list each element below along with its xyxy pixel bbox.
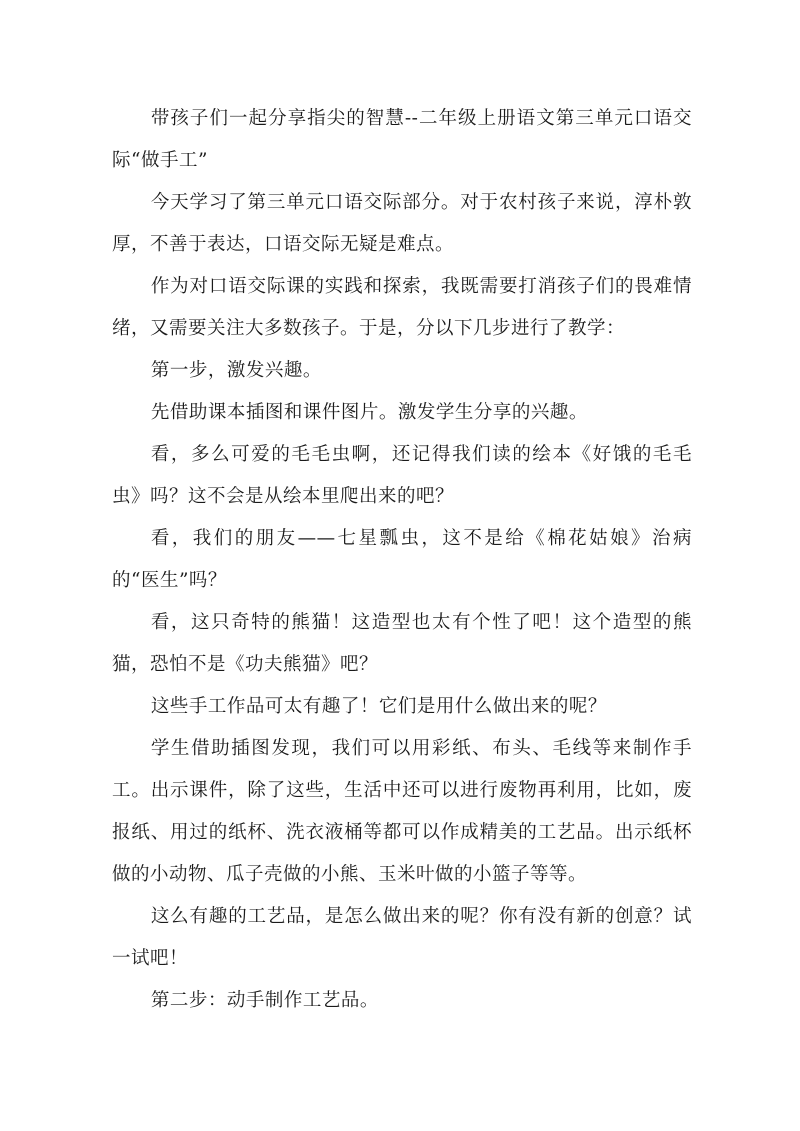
paragraph-question: 这些手工作品可太有趣了！它们是用什么做出来的呢？ xyxy=(150,696,607,717)
paragraph-ladybug: 看，我们的朋友——七星瓢虫，这不是给《棉花姑娘》治病的“医生”吗？ xyxy=(112,528,692,591)
paragraph-caterpillar: 看，多么可爱的毛毛虫啊，还记得我们读的绘本《好饿的毛毛虫》吗？这不会是从绘本里爬出来的吧？ xyxy=(112,444,692,507)
paragraph-approach: 作为对口语交际课的实践和探索，我既需要打消孩子们的畏难情绪，又需要关注大多数孩子。于是，分以下几步进行了教学： xyxy=(112,276,692,339)
paragraph-intro: 今天学习了第三单元口语交际部分。对于农村孩子来说，淳朴敦厚，不善于表达，口语交际无疑是难点。 xyxy=(112,192,692,255)
paragraph-creativity: 这么有趣的工艺品，是怎么做出来的呢？你有没有新的创意？试一试吧！ xyxy=(112,906,692,969)
document-body xyxy=(112,98,692,1022)
paragraph-step-one-method: 先借助课本插图和课件图片。激发学生分享的兴趣。 xyxy=(150,402,588,423)
step-two-heading: 第二步：动手制作工艺品。 xyxy=(150,990,379,1011)
document-title: 带孩子们一起分享指尖的智慧--二年级上册语文第三单元口语交际“做手工” xyxy=(112,108,692,171)
step-one-heading: 第一步，激发兴趣。 xyxy=(150,360,322,381)
paragraph-materials: 学生借助插图发现，我们可以用彩纸、布头、毛线等来制作手工。出示课件，除了这些，生活中还可以进行废物再利用，比如，废报纸、用过的纸杯、洗衣液桶等都可以作成精美的工艺品。出示纸杯做的小动物、瓜子壳做的小熊、玉米叶做的小篮子等等。 xyxy=(112,738,692,885)
paragraph-panda: 看，这只奇特的熊猫！这造型也太有个性了吧！这个造型的熊猫，恐怕不是《功夫熊猫》吧？ xyxy=(112,612,692,675)
